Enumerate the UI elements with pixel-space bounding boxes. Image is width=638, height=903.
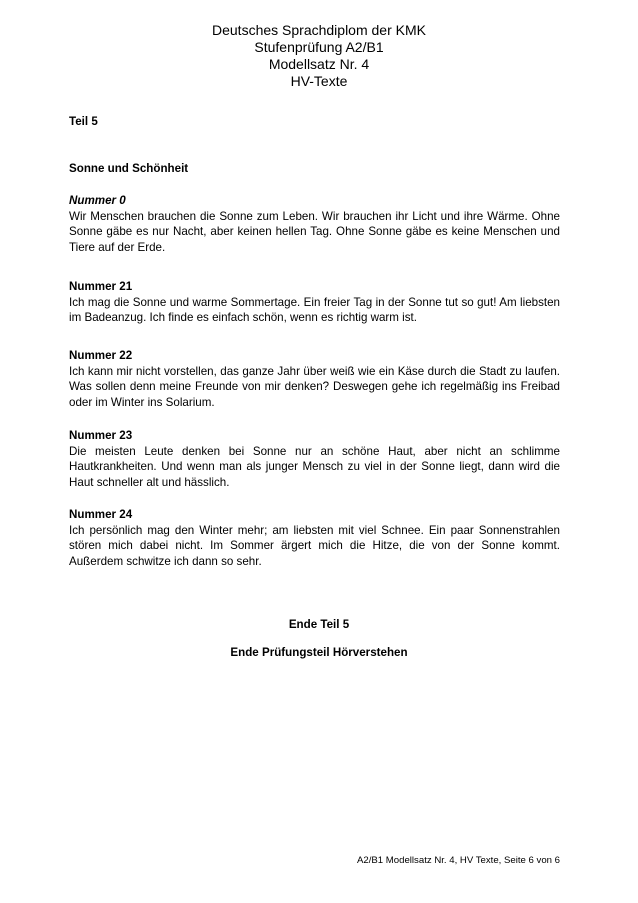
item-text: Die meisten Leute denken bei Sonne nur an schöne Haut, aber nicht an schlimme Hautkrankheiten. Und wenn man als junger Mensch zu viel in der Sonne liegt, dann wird die Haut schneller alt und hässlich. [69, 444, 560, 489]
item-title: Nummer 24 [69, 508, 133, 521]
item-title: Nummer 22 [69, 349, 133, 362]
item-text: Ich kann mir nicht vorstellen, das ganze Jahr über weiß wie ein Käse durch die Stadt zu laufen. Was sollen denn meine Freunde von mir denken? Deswegen gehe ich regelmäßig ins Freibad oder im Winter ins Solarium. [69, 364, 560, 409]
item-text: Ich persönlich mag den Winter mehr; am liebsten mit viel Schnee. Ein paar Sonnenstrahlen stören mich dabei nicht. Im Sommer ärgert mich die Hitze, die von der Sonne kommt. Außerdem schwitze ich dann so sehr. [69, 523, 560, 568]
document-header [0, 22, 638, 90]
item-text: Wir Menschen brauchen die Sonne zum Leben. Wir brauchen ihr Licht und ihre Wärme. Ohne Sonne gäbe es nur Nacht, aber keinen hellen Tag. Ohne Sonne gäbe es keine Menschen und Tiere auf der Erde. [69, 209, 560, 254]
section-title: Teil 5 [69, 115, 98, 128]
header-line-1: Deutsches Sprachdiplom der KMK [212, 22, 426, 38]
item-nummer-0 [69, 193, 560, 255]
item-nummer-23 [69, 428, 560, 490]
header-line-2: Stufenprüfung A2/B1 [254, 39, 384, 55]
item-title: Nummer 21 [69, 280, 133, 293]
header-line-3: Modellsatz Nr. 4 [268, 56, 370, 72]
end-part-label: Ende Teil 5 [288, 618, 350, 631]
item-nummer-22 [69, 348, 560, 410]
topic-title: Sonne und Schönheit [69, 162, 189, 175]
header-line-4: HV-Texte [290, 73, 348, 89]
item-text: Ich mag die Sonne und warme Sommertage. Ein freier Tag in der Sonne tut so gut! Am liebsten im Badeanzug. Ich finde es einfach schön, wenn es richtig warm ist. [69, 295, 560, 325]
item-nummer-21 [69, 279, 560, 326]
page-footer: A2/B1 Modellsatz Nr. 4, HV Texte, Seite 6 von 6 [357, 855, 560, 866]
end-exam-label: Ende Prüfungsteil Hörverstehen [230, 646, 408, 659]
item-title: Nummer 0 [69, 194, 126, 207]
item-nummer-24 [69, 507, 560, 569]
item-title: Nummer 23 [69, 429, 133, 442]
